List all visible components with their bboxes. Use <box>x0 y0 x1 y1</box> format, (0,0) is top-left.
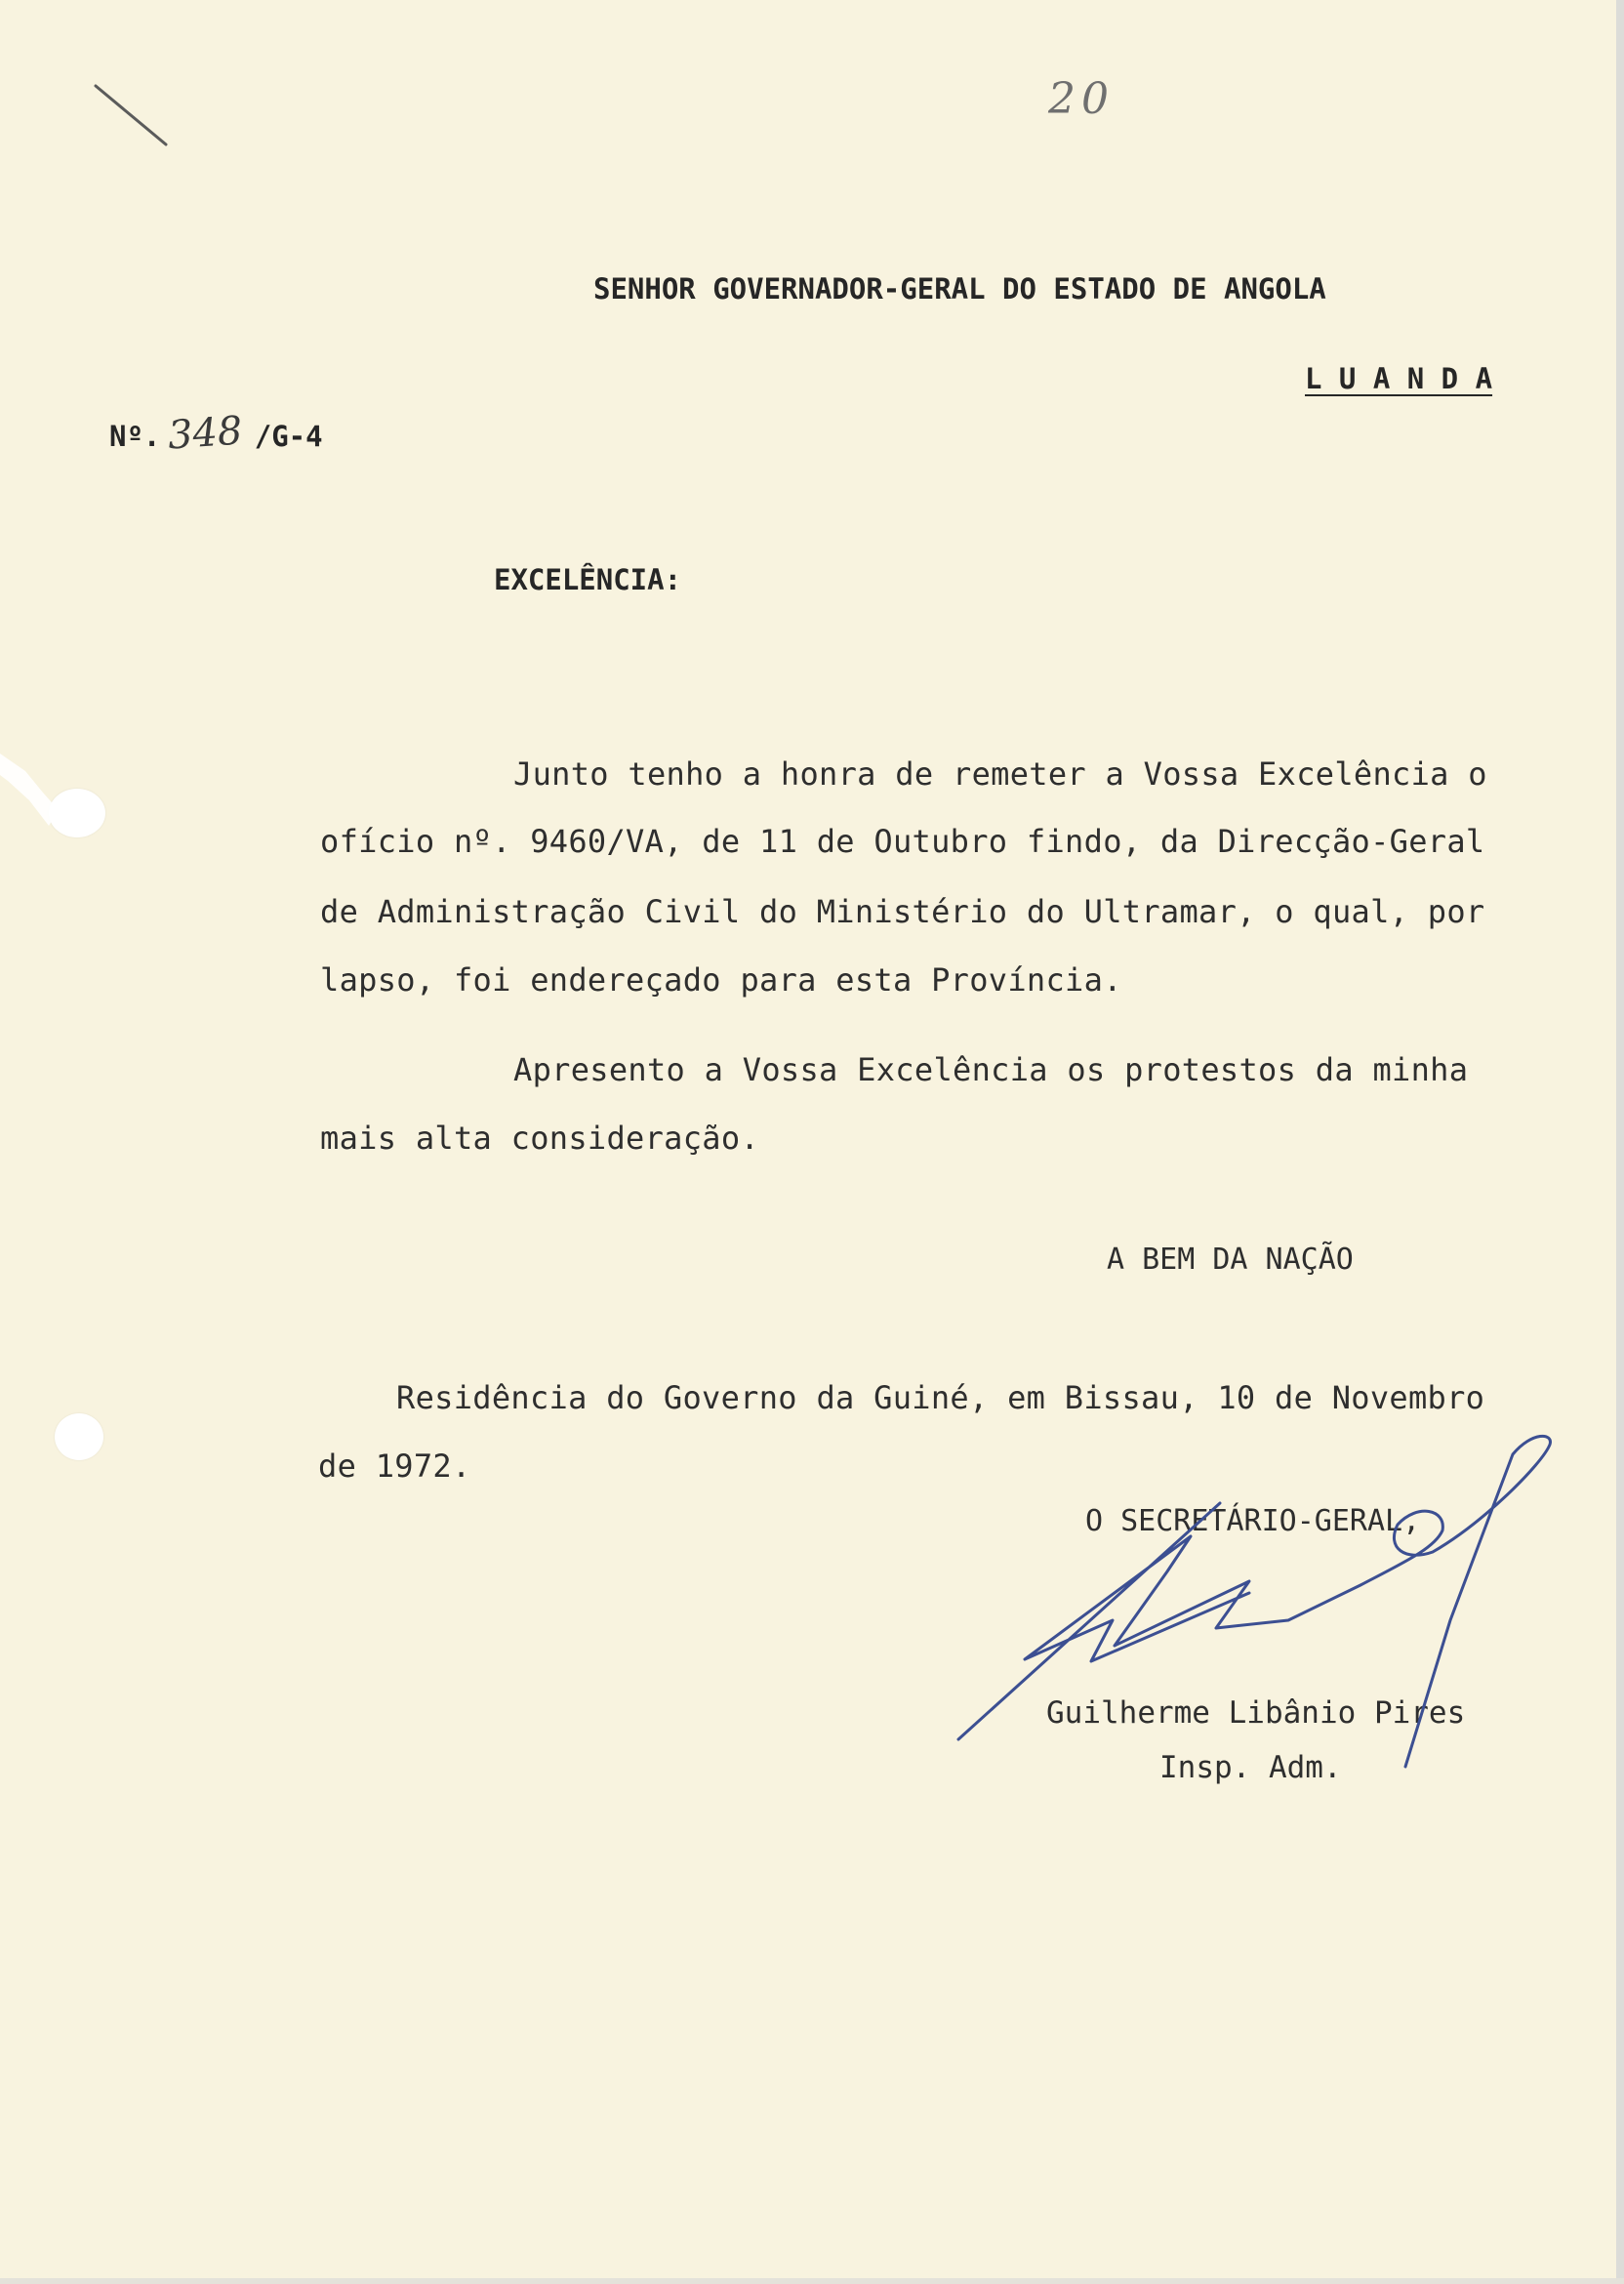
paragraph-1-line-2: ofício nº. 9460/VA, de 11 de Outubro findo, da Direcção-Geral <box>320 823 1485 860</box>
closing-formula: A BEM DA NAÇÃO <box>1107 1243 1354 1277</box>
reference-number <box>109 408 323 459</box>
reference-prefix: Nº. <box>109 420 161 453</box>
pencil-stroke <box>96 86 166 144</box>
signatory-title: O SECRETÁRIO-GERAL, <box>1085 1504 1421 1538</box>
punch-hole-top <box>49 789 105 837</box>
addressee: SENHOR GOVERNADOR-GERAL DO ESTADO DE ANGOLA <box>593 272 1326 306</box>
paper-edge-right <box>1616 0 1624 2284</box>
city: L U A N D A <box>1305 362 1493 395</box>
signatory-name: Guilherme Libânio Pires <box>1046 1695 1466 1731</box>
paragraph-2-line-1: Apresento a Vossa Excelência os protestos da minha <box>513 1051 1469 1088</box>
reference-handwritten-number: 348 <box>166 408 245 459</box>
place-date-line-2: de 1972. <box>318 1448 471 1485</box>
salutation: EXCELÊNCIA: <box>494 563 682 596</box>
paragraph-1-line-3: de Administração Civil do Ministério do Ultramar, o qual, por <box>320 893 1485 930</box>
paragraph-1-line-4: lapso, foi endereçado para esta Província. <box>320 961 1122 999</box>
paragraph-2-line-2: mais alta consideração. <box>320 1120 760 1157</box>
reference-suffix: /G-4 <box>254 420 323 453</box>
signatory-rank: Insp. Adm. <box>1159 1750 1342 1785</box>
paper-edge-bottom <box>0 2278 1624 2284</box>
folio-number: 20 <box>1048 74 1115 124</box>
paragraph-1-line-1: Junto tenho a honra de remeter a Vossa Excelência o <box>513 755 1487 793</box>
place-date-line-1: Residência do Governo da Guiné, em Bissau, 10 de Novembro <box>396 1379 1485 1416</box>
punch-hole-bottom <box>55 1413 103 1460</box>
